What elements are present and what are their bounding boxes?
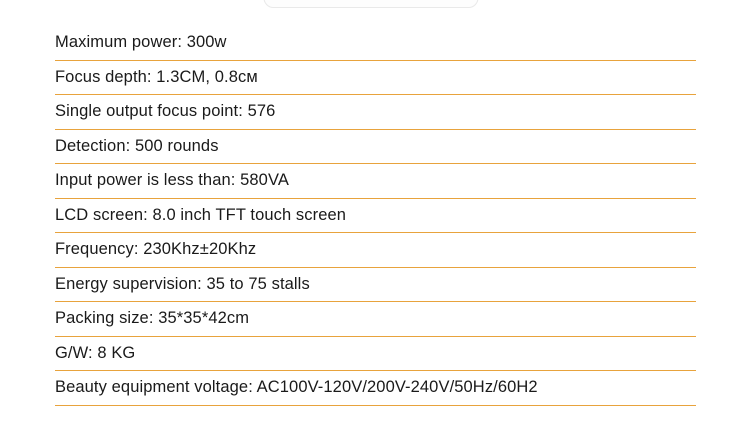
spec-row: Detection: 500 rounds (55, 130, 696, 165)
top-edge-artifact (263, 0, 478, 8)
spec-row: Input power is less than: 580VA (55, 164, 696, 199)
spec-row: Focus depth: 1.3CM, 0.8см (55, 61, 696, 96)
specification-list (55, 26, 696, 406)
spec-row: LCD screen: 8.0 inch TFT touch screen (55, 199, 696, 234)
spec-row: Energy supervision: 35 to 75 stalls (55, 268, 696, 303)
spec-row: G/W: 8 KG (55, 337, 696, 372)
spec-row: Frequency: 230Khz±20Khz (55, 233, 696, 268)
spec-row: Packing size: 35*35*42cm (55, 302, 696, 337)
spec-row: Single output focus point: 576 (55, 95, 696, 130)
spec-row: Beauty equipment voltage: AC100V-120V/200V-240V/50Hz/60H2 (55, 371, 696, 406)
spec-row: Maximum power: 300w (55, 26, 696, 61)
